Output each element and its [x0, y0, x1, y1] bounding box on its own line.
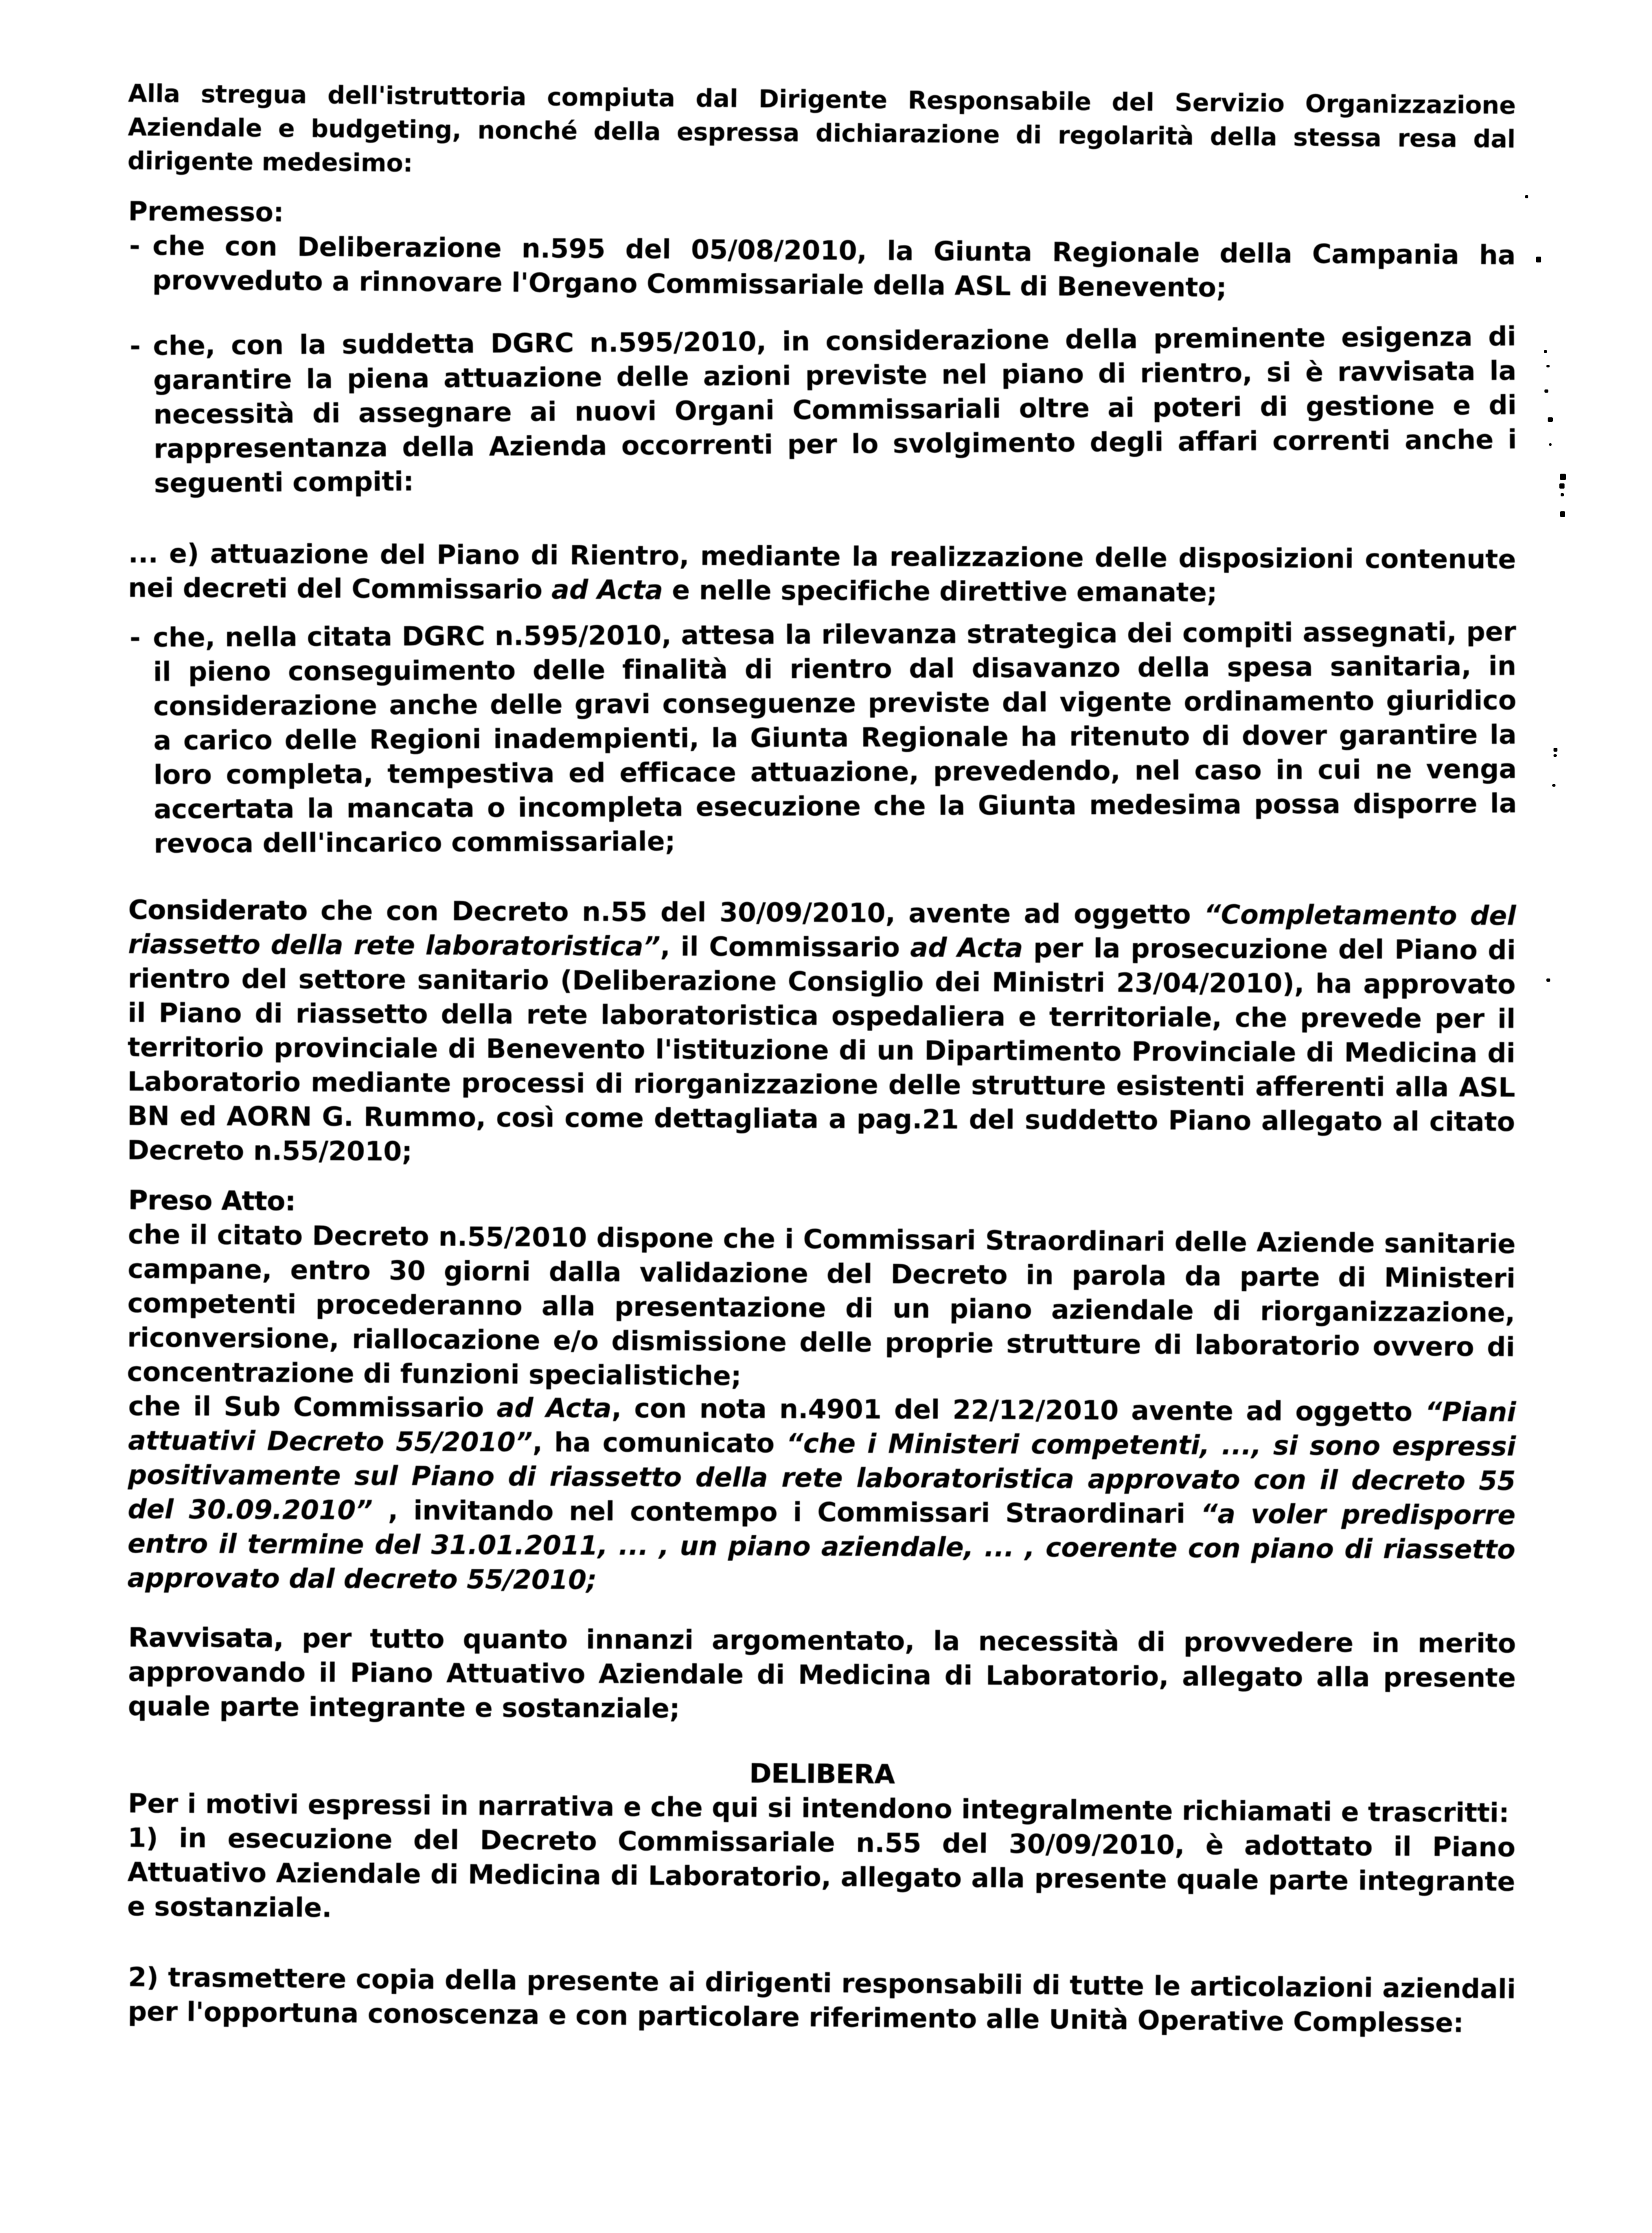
delibera-intro-line: Per i motivi espressi in narrativa e che qui si intendono integralmente richiamati e trascritti:	[128, 1787, 1509, 1829]
ravvisata-keyword: Ravvisata,	[128, 1622, 284, 1654]
paragraph-run-italic: “a voler predisporre entro il termine del 31.01.2011, ... , un piano aziendale, ... , coerente con piano di riassetto approvato dal decreto 55/2010;	[127, 1498, 1516, 1596]
bullet-item	[128, 319, 1517, 501]
paragraph-run-italic: ad Acta	[551, 573, 663, 606]
paragraph-run: ... e) attuazione del Piano di Rientro, mediante la realizzazione delle disposizioni contenute nei decreti del Commissario	[128, 538, 1516, 605]
delibera-point-1: 1) in esecuzione del Decreto Commissariale n.55 del 30/09/2010, è adottato il Piano Attuativo Aziendale di Medicina di Laboratorio, allegato alla presente quale parte integrante e sostanziale.	[127, 1822, 1516, 1924]
paragraph-run: per tutto quanto innanzi argomentato, la necessità di provvedere in merito approvando il Piano Attuativo Aziendale di Medicina di Laboratorio, allegato alla presente quale parte integrante e sostanziale;	[128, 1623, 1516, 1724]
premesso-section	[128, 194, 1516, 307]
scan-speck	[1561, 493, 1564, 496]
bullet-dash: -	[129, 230, 141, 262]
preso-atto-paragraph-1: che il citato Decreto n.55/2010 dispone che i Commissari Straordinari delle Aziende sanitarie campane, entro 30 giorni dalla validazione del Decreto in parola da parte di Ministeri competenti procederanno alla presentazione di un piano aziendale di riorganizzazione, riconversione, riallocazione e/o dismissione delle proprie strutture di laboratorio ovvero di concentrazione di funzioni specialistiche;	[126, 1218, 1516, 1392]
bullet-item	[128, 229, 1516, 307]
paragraph-run: , ha comunicato	[532, 1426, 786, 1459]
preso-atto-heading: Preso Atto:	[128, 1185, 296, 1217]
paragraph-run: , il Commissario	[660, 931, 911, 964]
bullet-text: che, con la suddetta DGRC n.595/2010, in considerazione della preminente esigenza di garantire la piena attuazione delle azioni previste nel piano di rientro, si è ravvisata la necessità di assegnare ai nuovi Organi Commissariali oltre ai poteri di gestione e di rappresentanza della Azienda occorrenti per lo svolgimento degli affari correnti anche i seguenti compiti:	[153, 321, 1517, 499]
considerato-paragraph	[127, 893, 1516, 1174]
scan-speck	[1548, 417, 1553, 422]
scan-speck	[1560, 474, 1566, 480]
bullet-dash: -	[130, 621, 141, 653]
delibera-heading: DELIBERA	[749, 1757, 895, 1790]
scan-speck	[1549, 443, 1552, 446]
scan-speck	[1546, 365, 1550, 367]
scan-speck	[1554, 748, 1557, 752]
premesso-heading: Premesso:	[128, 195, 284, 228]
preso-atto-paragraph-2	[128, 1389, 1516, 1601]
paragraph-run-italic: “Completamento del riassetto della rete laboratoristica”	[128, 899, 1516, 962]
document-body	[126, 76, 1517, 2039]
paragraph-run-italic: “che i Ministeri competenti, ..., si sono espressi positivamente sul Piano di riassetto della rete laboratoristica approvato con il decreto 55 del 30.09.2010”	[128, 1428, 1516, 1526]
bullet-text: che con Deliberazione n.595 del 05/08/2010, la Giunta Regionale della Campania ha provveduto a rinnovare l'Organo Commissariale della ASL di Benevento;	[152, 230, 1516, 303]
scan-speck	[1552, 784, 1555, 787]
paragraph-run: , con nota n.4901 del 22/12/2010 avente ad oggetto	[611, 1393, 1425, 1428]
delibera-point-2: 2) trasmettere copia della presente ai dirigenti responsabili di tutte le articolazioni aziendali per l'opportuna conoscenza e con particolare riferimento alle Unità Operative Complesse:	[128, 1961, 1516, 2039]
bullet-item	[128, 615, 1517, 861]
intro-paragraph: Alla stregua dell'istruttoria compiuta dal Dirigente Responsabile del Servizio Organizzazione Aziendale e budgeting, nonché della espressa dichiarazione di regolarità della stessa resa dal dirigente medesimo:	[127, 78, 1516, 178]
scan-speck	[1525, 195, 1528, 198]
ravvisata-paragraph	[128, 1621, 1516, 1730]
scan-speck	[1544, 350, 1547, 353]
scan-speck	[1544, 389, 1548, 393]
scan-speck	[1546, 978, 1550, 982]
paragraph-run-italic: ad Acta	[496, 1392, 612, 1424]
considerato-keyword: Considerato	[128, 894, 308, 927]
scan-speck	[1536, 257, 1541, 262]
scan-speck	[1554, 754, 1557, 757]
paragraph-run: e nelle specifiche direttive emanate;	[663, 574, 1217, 608]
attuazione-paragraph	[128, 537, 1516, 611]
delibera-section	[127, 1752, 1516, 1934]
paragraph-run: che con Decreto n.55 del 30/09/2010, avente ad oggetto	[307, 895, 1204, 931]
bullet-text: che, nella citata DGRC n.595/2010, attesa la rilevanza strategica dei compiti assegnati, per il pieno conseguimento delle finalità di rientro dal disavanzo della spesa sanitaria, in considerazione anche delle gravi conseguenze previste dal vigente ordinamento giuridico a carico delle Regioni inadempienti, la Giunta Regionale ha ritenuto di dover garantire la loro completa, tempestiva ed efficace attuazione, prevedendo, nel caso in cui ne venga accertata la mancata o incompleta esecuzione che la Giunta medesima possa disporre la revoca dell'incarico commissariale;	[153, 616, 1517, 859]
paragraph-run-italic: ad Acta	[910, 932, 1024, 964]
paragraph-run: , invitando nel contempo i Commissari Straordinari	[373, 1494, 1201, 1530]
scan-speck	[1559, 483, 1565, 489]
preso-atto-section	[127, 1183, 1516, 1399]
paragraph-run-italic: “Piani attuativi Decreto 55/2010”	[128, 1396, 1516, 1458]
paragraph-run: per la prosecuzione del Piano di rientro del settore sanitario (Deliberazione Consiglio dei Ministri 23/04/2010), ha approvato il Piano di riassetto della rete laboratoristica ospedaliera e territoriale, che prevede per il territorio provinciale di Benevento l'istituzione di un Dipartimento Provinciale di Medicina di Laboratorio mediante processi di riorganizzazione delle strutture esistenti afferenti alla ASL BN ed AORN G. Rummo, così come dettagliata a pag.21 del suddetto Piano allegato al citato Decreto n.55/2010;	[127, 932, 1516, 1167]
paragraph-run: che il Sub Commissario	[128, 1391, 497, 1424]
bullet-dash: -	[130, 330, 141, 362]
scan-speck	[1560, 511, 1565, 517]
